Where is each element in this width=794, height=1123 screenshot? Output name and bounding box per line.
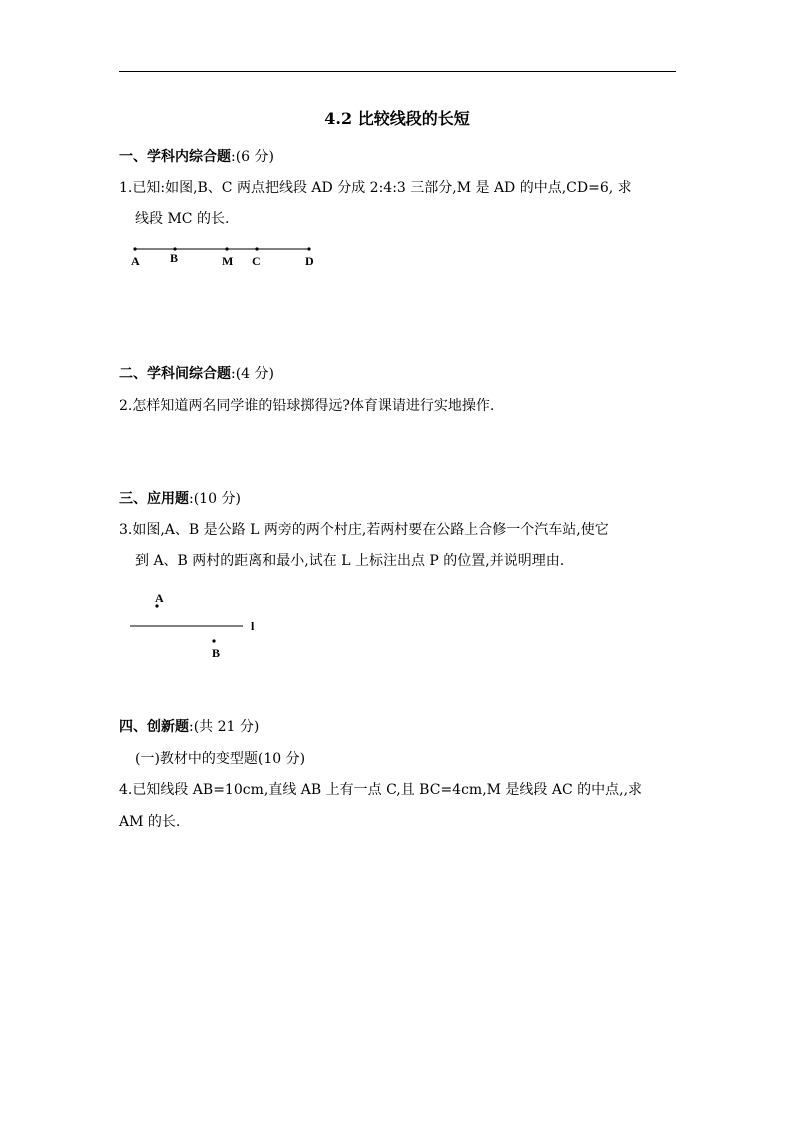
problem-1-line-1: 1.已知:如图,B、C 两点把线段 AD 分成 2:4:3 三部分,M 是 AD 的中点,CD=6, 求 [119,180,632,196]
village-a-label: A [155,591,164,605]
problem-4-line-2: AM 的长. [119,814,181,830]
problem-3-line-1: 3.如图,A、B 是公路 L 两旁的两个村庄,若两村要在公路上合修一个汽车站,使它 [119,522,609,538]
section-heading: 四、创新题 [119,719,189,735]
section-points: :(10 分) [189,491,241,507]
problem-1-line-2: 线段 MC 的长. [135,211,230,227]
figure-segment-ad [125,240,325,272]
label-a: A [131,254,140,268]
section-2-heading [119,363,274,383]
village-b-label: B [212,646,221,660]
point-m-dot [225,247,228,250]
section-points: :(4 分) [231,366,274,382]
label-m: M [222,254,234,268]
section-1-heading [119,146,274,166]
section-points: :(6 分) [231,149,274,165]
problem-4-line-1: 4.已知线段 AB=10cm,直线 AB 上有一点 C,且 BC=4cm,M 是线段 AC 的中点,,求 [119,782,643,798]
point-c-dot [255,247,258,250]
problem-3-line-2: 到 A、B 两村的距离和最小,试在 L 上标注出点 P 的位置,并说明理由. [135,553,565,569]
label-b: B [170,251,179,265]
section-heading: 二、学科间综合题 [119,366,231,382]
section-heading: 三、应用题 [119,491,189,507]
road-label: l [251,619,255,633]
problem-2-line-1: 2.怎样知道两名同学谁的铅球掷得远?体育课请进行实地操作. [119,398,495,414]
section-3-heading [119,488,241,508]
point-a-dot [133,247,136,250]
header-rule [119,71,676,72]
page-title: 4.2 比较线段的长短 [324,109,470,128]
label-c: C [252,254,261,268]
section-points: :(共 21 分) [189,719,260,735]
village-b-dot [212,639,215,642]
point-d-dot [307,247,310,250]
figure-road-villages [125,588,275,663]
subsection-heading: (一)教材中的变型题(10 分) [135,751,306,767]
section-4-heading [119,716,259,736]
section-heading: 一、学科内综合题 [119,149,231,165]
label-d: D [305,254,314,268]
